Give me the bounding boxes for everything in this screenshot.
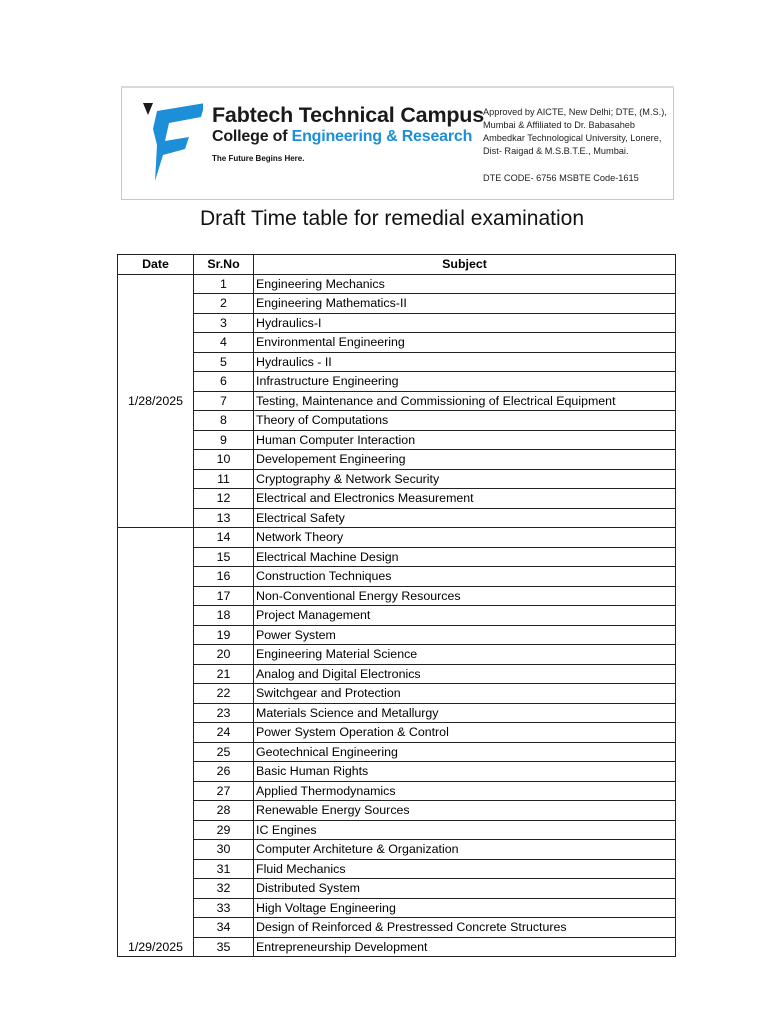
- srno-cell: 21: [194, 664, 254, 684]
- subject-cell: Engineering Mathematics-II: [254, 294, 676, 314]
- subject-cell: Testing, Maintenance and Commissioning of Electrical Equipment: [254, 391, 676, 411]
- tagline: The Future Begins Here.: [212, 154, 305, 163]
- srno-cell: 1: [194, 274, 254, 294]
- table-row: [118, 489, 676, 509]
- srno-cell: 5: [194, 352, 254, 372]
- srno-cell: 17: [194, 586, 254, 606]
- subject-cell: Electrical and Electronics Measurement: [254, 489, 676, 509]
- srno-cell: 11: [194, 469, 254, 489]
- table-header-row: [118, 255, 676, 275]
- subject-cell: Entrepreneurship Development: [254, 937, 676, 957]
- table-row: [118, 469, 676, 489]
- srno-cell: 35: [194, 937, 254, 957]
- subject-cell: Applied Thermodynamics: [254, 781, 676, 801]
- table-row: [118, 391, 676, 411]
- table-row: [118, 645, 676, 665]
- srno-cell: 27: [194, 781, 254, 801]
- srno-cell: 3: [194, 313, 254, 333]
- date-cell: 1/28/2025: [118, 274, 194, 528]
- date-cell: 1/29/2025: [118, 528, 194, 957]
- campus-name: Fabtech Technical Campus: [212, 103, 484, 127]
- subject-cell: Developement Engineering: [254, 450, 676, 470]
- table-row: [118, 625, 676, 645]
- table-row: [118, 450, 676, 470]
- srno-cell: 12: [194, 489, 254, 509]
- table-row: [118, 664, 676, 684]
- table-row: [118, 567, 676, 587]
- subject-cell: Infrastructure Engineering: [254, 372, 676, 392]
- subject-cell: Environmental Engineering: [254, 333, 676, 353]
- subject-cell: Engineering Mechanics: [254, 274, 676, 294]
- table-row: [118, 606, 676, 626]
- subject-cell: Theory of Computations: [254, 411, 676, 431]
- table-row: [118, 294, 676, 314]
- table-row: [118, 508, 676, 528]
- subject-cell: Hydraulics-I: [254, 313, 676, 333]
- srno-cell: 20: [194, 645, 254, 665]
- table-row: [118, 918, 676, 938]
- srno-cell: 32: [194, 879, 254, 899]
- header-srno: Sr.No: [194, 255, 254, 275]
- srno-cell: 22: [194, 684, 254, 704]
- table-row: [118, 333, 676, 353]
- srno-cell: 24: [194, 723, 254, 743]
- table-row: [118, 801, 676, 821]
- header-date: Date: [118, 255, 194, 275]
- srno-cell: 28: [194, 801, 254, 821]
- subject-cell: Switchgear and Protection: [254, 684, 676, 704]
- letterhead: [121, 86, 674, 200]
- srno-cell: 13: [194, 508, 254, 528]
- college-name-part1: College of: [212, 128, 292, 145]
- subject-cell: Computer Architeture & Organization: [254, 840, 676, 860]
- table-row: [118, 430, 676, 450]
- page-title: Draft Time table for remedial examination: [200, 207, 584, 230]
- subject-cell: Fluid Mechanics: [254, 859, 676, 879]
- subject-cell: Cryptography & Network Security: [254, 469, 676, 489]
- subject-cell: Engineering Material Science: [254, 645, 676, 665]
- srno-cell: 10: [194, 450, 254, 470]
- subject-cell: Project Management: [254, 606, 676, 626]
- srno-cell: 14: [194, 528, 254, 548]
- srno-cell: 18: [194, 606, 254, 626]
- subject-cell: Hydraulics - II: [254, 352, 676, 372]
- table-row: [118, 703, 676, 723]
- srno-cell: 4: [194, 333, 254, 353]
- table-row: [118, 879, 676, 899]
- subject-cell: Design of Reinforced & Prestressed Concrete Structures: [254, 918, 676, 938]
- srno-cell: 16: [194, 567, 254, 587]
- srno-cell: 33: [194, 898, 254, 918]
- approval-text: Approved by AICTE, New Delhi; DTE, (M.S.), Mumbai & Affiliated to Dr. Babasaheb Ambedkar Technological University, Lonere, Dist- Raigad & M.S.B.T.E., Mumbai.: [483, 107, 667, 156]
- table-row: [118, 937, 676, 957]
- subject-cell: Power System: [254, 625, 676, 645]
- table-row: [118, 840, 676, 860]
- subject-cell: Construction Techniques: [254, 567, 676, 587]
- subject-cell: Renewable Energy Sources: [254, 801, 676, 821]
- srno-cell: 25: [194, 742, 254, 762]
- table-row: [118, 586, 676, 606]
- srno-cell: 9: [194, 430, 254, 450]
- subject-cell: Electrical Machine Design: [254, 547, 676, 567]
- table-row: [118, 411, 676, 431]
- table-row: [118, 781, 676, 801]
- subject-cell: Electrical Safety: [254, 508, 676, 528]
- srno-cell: 34: [194, 918, 254, 938]
- srno-cell: 15: [194, 547, 254, 567]
- srno-cell: 29: [194, 820, 254, 840]
- table-row: [118, 859, 676, 879]
- table-row: [118, 372, 676, 392]
- institute-codes: DTE CODE- 6756 MSBTE Code-1615: [483, 173, 639, 183]
- table-row: [118, 762, 676, 782]
- subject-cell: High Voltage Engineering: [254, 898, 676, 918]
- subject-cell: IC Engines: [254, 820, 676, 840]
- college-name: [212, 128, 472, 146]
- timetable: [117, 254, 676, 957]
- srno-cell: 7: [194, 391, 254, 411]
- srno-cell: 23: [194, 703, 254, 723]
- subject-cell: Analog and Digital Electronics: [254, 664, 676, 684]
- fabtech-logo-icon: [143, 101, 203, 183]
- srno-cell: 19: [194, 625, 254, 645]
- srno-cell: 31: [194, 859, 254, 879]
- subject-cell: Power System Operation & Control: [254, 723, 676, 743]
- srno-cell: 30: [194, 840, 254, 860]
- srno-cell: 26: [194, 762, 254, 782]
- timetable-body: [118, 274, 676, 957]
- table-row: [118, 547, 676, 567]
- subject-cell: Materials Science and Metallurgy: [254, 703, 676, 723]
- srno-cell: 6: [194, 372, 254, 392]
- subject-cell: Geotechnical Engineering: [254, 742, 676, 762]
- header-subject: Subject: [254, 255, 676, 275]
- subject-cell: Basic Human Rights: [254, 762, 676, 782]
- table-row: [118, 898, 676, 918]
- subject-cell: Network Theory: [254, 528, 676, 548]
- subject-cell: Distributed System: [254, 879, 676, 899]
- table-row: [118, 723, 676, 743]
- table-row: [118, 742, 676, 762]
- college-name-part2: Engineering & Research: [291, 128, 473, 145]
- srno-cell: 8: [194, 411, 254, 431]
- table-row: [118, 274, 676, 294]
- table-row: [118, 352, 676, 372]
- table-row: [118, 820, 676, 840]
- subject-cell: Human Computer Interaction: [254, 430, 676, 450]
- table-row: [118, 313, 676, 333]
- subject-cell: Non-Conventional Energy Resources: [254, 586, 676, 606]
- srno-cell: 2: [194, 294, 254, 314]
- table-row: [118, 528, 676, 548]
- table-row: [118, 684, 676, 704]
